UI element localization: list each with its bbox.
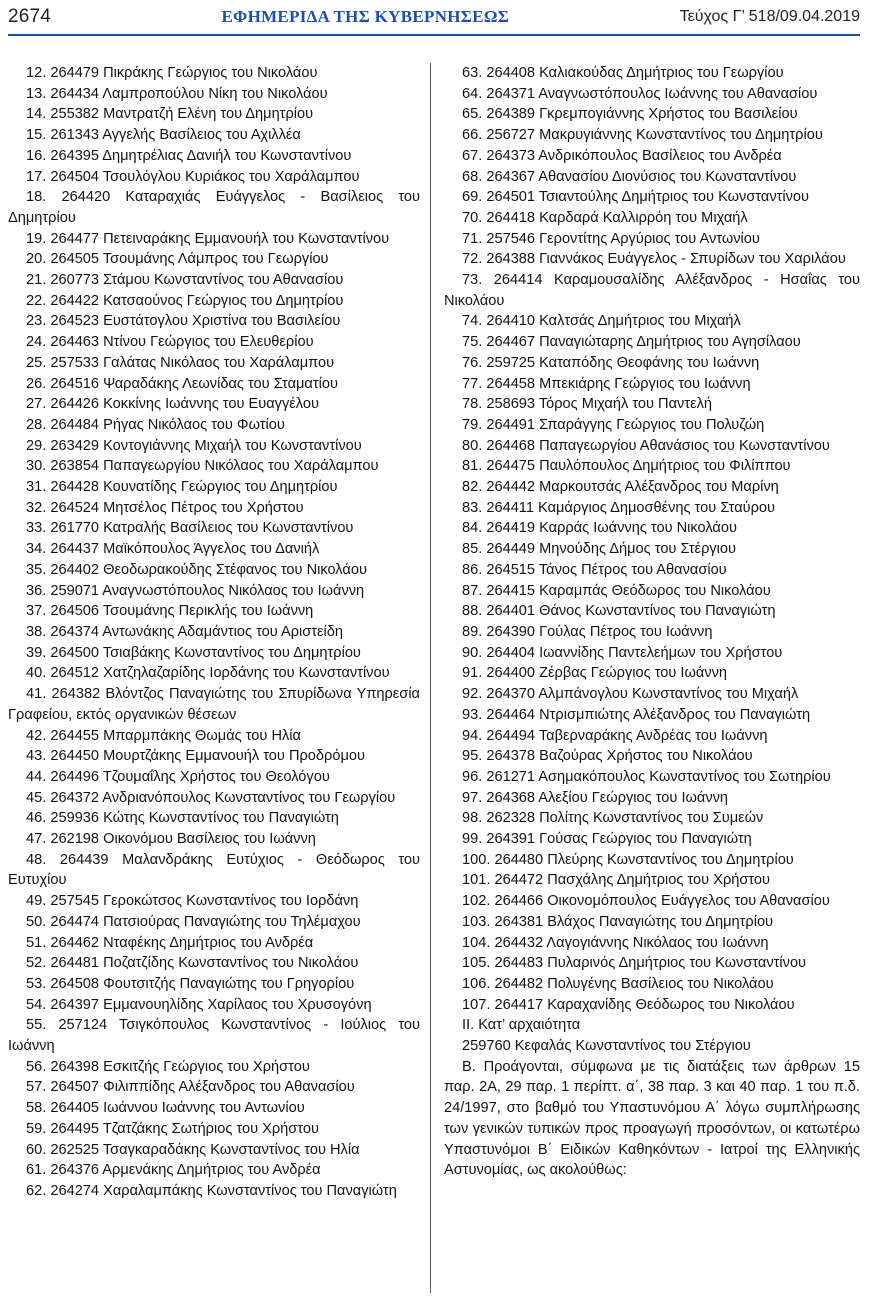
list-item: 24. 264463 Ντίνου Γεώργιος του Ελευθερίου xyxy=(26,334,314,351)
list-item: 26. 264516 Ψαραδάκης Λεωνίδας του Σταματίου xyxy=(26,375,338,392)
list-item: 54. 264397 Εμμανουηλίδης Χαρίλαος του Χρυσογόνη xyxy=(26,996,372,1013)
list-item: 44. 264496 Τζουμαΐλης Χρήστος του Θεολόγου xyxy=(26,768,330,785)
list-item: 37. 264506 Τσουμάνης Περικλής του Ιωάννη xyxy=(26,603,314,620)
list-item: 86. 264515 Τάνος Πέτρος του Αθανασίου xyxy=(462,561,727,578)
list-item: ΙΙ. Κατ’ αρχαιότητα xyxy=(462,1017,581,1034)
list-item: 87. 264415 Καραμπάς Θεόδωρος του Νικολάου xyxy=(462,582,771,599)
list-item: 19. 264477 Πετειναράκης Εμμανουήλ του Κωνσταντίνου xyxy=(26,230,390,247)
list-item: 96. 261271 Ασημακόπουλος Κωνσταντίνος του Σωτηρίου xyxy=(462,768,831,785)
list-item: 64. 264371 Αναγνωστόπουλος Ιωάννης του Αθανασίου xyxy=(462,85,818,102)
list-item: 42. 264455 Μπαρμπάκης Θωμάς του Ηλία xyxy=(26,727,301,744)
list-item: 107. 264417 Καραχανίδης Θεόδωρος του Νικολάου xyxy=(462,996,795,1013)
list-item: 72. 264388 Γιαννάκος Ευάγγελος - Σπυρίδων του Χαριλάου xyxy=(462,251,846,268)
list-item: 105. 264483 Πυλαρινός Δημήτριος του Κωνσταντίνου xyxy=(462,955,807,972)
list-item: 69. 264501 Τσιαντούλης Δημήτριος του Κωνσταντίνου xyxy=(462,189,810,206)
list-item: 47. 262198 Οικονόμου Βασίλειος του Ιωάννη xyxy=(26,831,316,848)
list-item: 90. 264404 Ιωαννίδης Παντελεήμων του Χρήστου xyxy=(462,644,783,661)
list-item: 83. 264411 Καμάργιος Δημοσθένης του Σταύρου xyxy=(462,499,776,516)
list-item: 59. 264495 Τζατζάκης Σωτήριος του Χρήστου xyxy=(26,1120,319,1137)
issue-number: Τεύχος Γ’ 518/09.04.2019 xyxy=(679,8,860,25)
list-item: 67. 264373 Ανδρικόπουλος Βασίλειος του Ανδρέα xyxy=(462,147,782,164)
list-item: 68. 264367 Αθανασίου Διονύσιος του Κωνσταντίνου xyxy=(462,168,797,185)
journal-title: ΕΦΗΜΕΡΙΔΑ ΤΗΣ ΚΥΒΕΡΝΗΣΕΩΣ xyxy=(221,7,510,26)
list-item: 79. 264491 Σπαράγγης Γεώργιος του Πολυζώη xyxy=(462,416,765,433)
column-divider xyxy=(430,63,431,1293)
list-item: 17. 264504 Τσουλόγλου Κυριάκος του Χαράλαμπου xyxy=(26,168,360,185)
list-item: 21. 260773 Στάμου Κωνσταντίνος του Αθανασίου xyxy=(26,272,344,289)
list-item: 60. 262525 Τσαγκαραδάκης Κωνσταντίνος του Ηλία xyxy=(26,1141,360,1158)
list-item: 61. 264376 Αρμενάκης Δημήτριος του Ανδρέα xyxy=(26,1162,321,1179)
list-item: 12. 264479 Πικράκης Γεώργιος του Νικολάου xyxy=(26,65,318,81)
list-item: 76. 259725 Καταπόδης Θεοφάνης του Ιωάννη xyxy=(462,354,760,371)
list-item: 84. 264419 Καρράς Ιωάννης του Νικολάου xyxy=(462,520,737,537)
list-item: 102. 264466 Οικονομόπουλος Ευάγγελος του Αθανασίου xyxy=(462,893,830,910)
page-number: 2674 xyxy=(8,6,52,27)
list-item: 70. 264418 Καρδαρά Καλλιρρόη του Μιχαήλ xyxy=(462,209,748,226)
list-item: 66. 256727 Μακρυγιάννης Κωνσταντίνος του Δημητρίου xyxy=(462,127,823,144)
list-item: 45. 264372 Ανδριανόπουλος Κωνσταντίνος του Γεωργίου xyxy=(26,789,396,806)
list-item: 94. 264494 Ταβερναράκης Ανδρέας του Ιωάννη xyxy=(462,727,768,744)
list-item: 51. 264462 Νταφέκης Δημήτριος του Ανδρέα xyxy=(26,934,314,951)
list-item: 32. 264524 Μητσέλος Πέτρος του Χρήστου xyxy=(26,499,304,516)
list-item: 14. 255382 Μαντρατζή Ελένη του Δημητρίου xyxy=(26,106,314,123)
list-item: 78. 258693 Τόρος Μιχαήλ του Παντελή xyxy=(462,396,713,413)
list-item: 99. 264391 Γούσας Γεώργιος του Παναγιώτη xyxy=(462,831,752,848)
list-item: 74. 264410 Καλτσάς Δημήτριος του Μιχαήλ xyxy=(462,313,741,330)
list-item: 13. 264434 Λαμπροπούλου Νίκη του Νικολάου xyxy=(26,85,328,102)
list-item: 22. 264422 Κατσαούνος Γεώργιος του Δημητρίου xyxy=(26,292,344,309)
list-item: 85. 264449 Μηνούδης Δήμος του Στέργιου xyxy=(462,541,737,558)
list-item: 71. 257546 Γεροντίτης Αργύριος του Αντωνίου xyxy=(462,230,760,247)
list-item: 29. 263429 Κοντογιάννης Μιχαήλ του Κωνσταντίνου xyxy=(26,437,362,454)
list-item: 58. 264405 Ιωάννου Ιωάννης του Αντωνίου xyxy=(26,1100,305,1117)
list-item: 95. 264378 Βαζούρας Χρήστος του Νικολάου xyxy=(462,748,753,765)
list-item: 104. 264432 Λαγογιάννης Νικόλαος του Ιωάννη xyxy=(462,934,769,951)
list-item: 55. 257124 Τσιγκόπουλος Κωνσταντίνος - Ιούλιος του Ιωάννη xyxy=(8,1017,420,1055)
list-item: 20. 264505 Τσουμάνης Λάμπρος του Γεωργίου xyxy=(26,251,329,268)
list-item: 100. 264480 Πλεύρης Κωνσταντίνος του Δημητρίου xyxy=(462,851,794,868)
list-item: 259760 Κεφαλάς Κωνσταντίνος του Στέργιου xyxy=(462,1038,751,1055)
list-item: 16. 264395 Δημητρέλιας Δανιήλ του Κωνσταντίνου xyxy=(26,147,352,164)
list-item: 62. 264274 Χαραλαμπάκης Κωνσταντίνος του Παναγιώτη xyxy=(26,1182,397,1199)
list-item: 33. 261770 Κατραλής Βασίλειος του Κωνσταντίνου xyxy=(26,520,354,537)
list-item: 106. 264482 Πολυγένης Βασίλειος του Νικολάου xyxy=(462,975,774,992)
list-item: 98. 262328 Πολίτης Κωνσταντίνος του Συμεών xyxy=(462,810,764,827)
list-item: 92. 264370 Αλμπάνογλου Κωνσταντίνος του Μιχαήλ xyxy=(462,686,799,703)
left-column xyxy=(8,63,420,1202)
list-item: 25. 257533 Γαλάτας Νικόλαος του Χαράλαμπου xyxy=(26,354,335,371)
right-column xyxy=(444,63,860,1181)
list-item: 73. 264414 Καραμουσαλίδης Αλέξανδρος - Ησαΐας του Νικολάου xyxy=(444,272,860,309)
list-item: 57. 264507 Φιλιππίδης Αλέξανδρος του Αθανασίου xyxy=(26,1079,355,1096)
list-item: 46. 259936 Κώτης Κωνσταντίνος του Παναγιώτη xyxy=(26,810,339,827)
list-item: 36. 259071 Αναγνωστόπουλος Νικόλαος του Ιωάννη xyxy=(26,582,365,599)
list-item: 49. 257545 Γεροκώτσος Κωνσταντίνος του Ιορδάνη xyxy=(26,893,359,910)
list-item: 31. 264428 Κουνατίδης Γεώργιος του Δημητρίου xyxy=(26,479,338,496)
closing-paragraph: Β. Προάγονται, σύμφωνα με τις διατάξεις των άρθρων 15 παρ. 2Α, 29 παρ. 1 περίπτ. α΄, 38 παρ. 3 και 40 παρ. 1 του π.δ. 24/1997, στο βαθμό του Υπαστυνόμου Α΄ λόγω συμπλήρωσης των γενικών τυπικών προς προαγωγή προσόντων, οι κατωτέρω Υπαστυνόμοι Β΄ Ειδικών Καθηκόντων - Ιατροί της Ελληνικής Αστυνομίας, ως ακολούθως: xyxy=(444,1058,860,1179)
list-item: 43. 264450 Μουρτζάκης Εμμανουήλ του Προδρόμου xyxy=(26,748,365,765)
list-item: 77. 264458 Μπεκιάρης Γεώργιος του Ιωάννη xyxy=(462,375,751,392)
page-header xyxy=(8,0,860,36)
list-item: 81. 264475 Παυλόπουλος Δημήτριος του Φιλίππου xyxy=(462,458,791,475)
list-item: 97. 264368 Αλεξίου Γεώργιος του Ιωάννη xyxy=(462,789,729,806)
list-item: 52. 264481 Ποζατζίδης Κωνσταντίνος του Νικολάου xyxy=(26,955,359,972)
list-item: 34. 264437 Μαϊκόπουλος Άγγελος του Δανιήλ xyxy=(26,541,320,558)
list-item: 30. 263854 Παπαγεωργίου Νικόλαος του Χαράλαμπου xyxy=(26,458,379,475)
list-item: 89. 264390 Γούλας Πέτρος του Ιωάννη xyxy=(462,623,713,640)
list-item: 63. 264408 Καλιακούδας Δημήτριος του Γεωργίου xyxy=(462,65,784,81)
list-item: 88. 264401 Θάνος Κωνσταντίνος του Παναγιώτη xyxy=(462,603,776,620)
list-item: 28. 264484 Ρήγας Νικόλαος του Φωτίου xyxy=(26,416,285,433)
list-item: 65. 264389 Γκρεμπογιάννης Χρήστος του Βασιλείου xyxy=(462,106,798,123)
list-item: 103. 264381 Βλάχος Παναγιώτης του Δημητρίου xyxy=(462,913,774,930)
list-item: 35. 264402 Θεοδωρακούδης Στέφανος του Νικολάου xyxy=(26,561,367,578)
list-item: 80. 264468 Παπαγεωργίου Αθανάσιος του Κωνσταντίνου xyxy=(462,437,830,454)
list-item: 91. 264400 Ζέρβας Γεώργιος του Ιωάννη xyxy=(462,665,728,682)
list-item: 27. 264426 Κοκκίνης Ιωάννης του Ευαγγέλου xyxy=(26,396,319,413)
list-item: 48. 264439 Μαλανδράκης Ευτύχιος - Θεόδωρος του Ευτυχίου xyxy=(8,851,420,889)
list-item: 56. 264398 Εσκιτζής Γεώργιος του Χρήστου xyxy=(26,1058,310,1075)
list-item: 53. 264508 Φουτσιτζής Παναγιώτης του Γρηγορίου xyxy=(26,975,355,992)
list-item: 23. 264523 Ευστάτογλου Χριστίνα του Βασιλείου xyxy=(26,313,341,330)
list-item: 15. 261343 Αγγελής Βασίλειος του Αχιλλέα xyxy=(26,127,301,144)
list-item: 101. 264472 Πασχάλης Δημήτριος του Χρήστου xyxy=(462,872,771,889)
list-item: 40. 264512 Χατζηλαζαρίδης Ιορδάνης του Κωνσταντίνου xyxy=(26,665,390,682)
list-item: 38. 264374 Αντωνάκης Αδαμάντιος του Αριστείδη xyxy=(26,623,344,640)
list-item: 82. 264442 Μαρκουτσάς Αλέξανδρος του Μαρίνη xyxy=(462,479,779,496)
list-item: 75. 264467 Παναγιώταρης Δημήτριος του Αγησίλαου xyxy=(462,334,801,351)
list-item: 39. 264500 Τσιαβάκης Κωνσταντίνος του Δημητρίου xyxy=(26,644,361,661)
list-item: 18. 264420 Καταραχιάς Ευάγγελος - Βασίλειος του Δημητρίου xyxy=(8,189,420,226)
right-column-list xyxy=(444,63,860,1057)
list-item: 50. 264474 Πατσιούρας Παναγιώτης του Τηλέμαχου xyxy=(26,913,361,930)
list-item: 93. 264464 Ντρισμπιώτης Αλέξανδρος του Παναγιώτη xyxy=(462,706,811,723)
list-item: 41. 264382 Βλόντζος Παναγιώτης του Σπυρίδωνα Υπηρεσία Γραφείου, εκτός οργανικών θέσεων xyxy=(8,686,420,723)
